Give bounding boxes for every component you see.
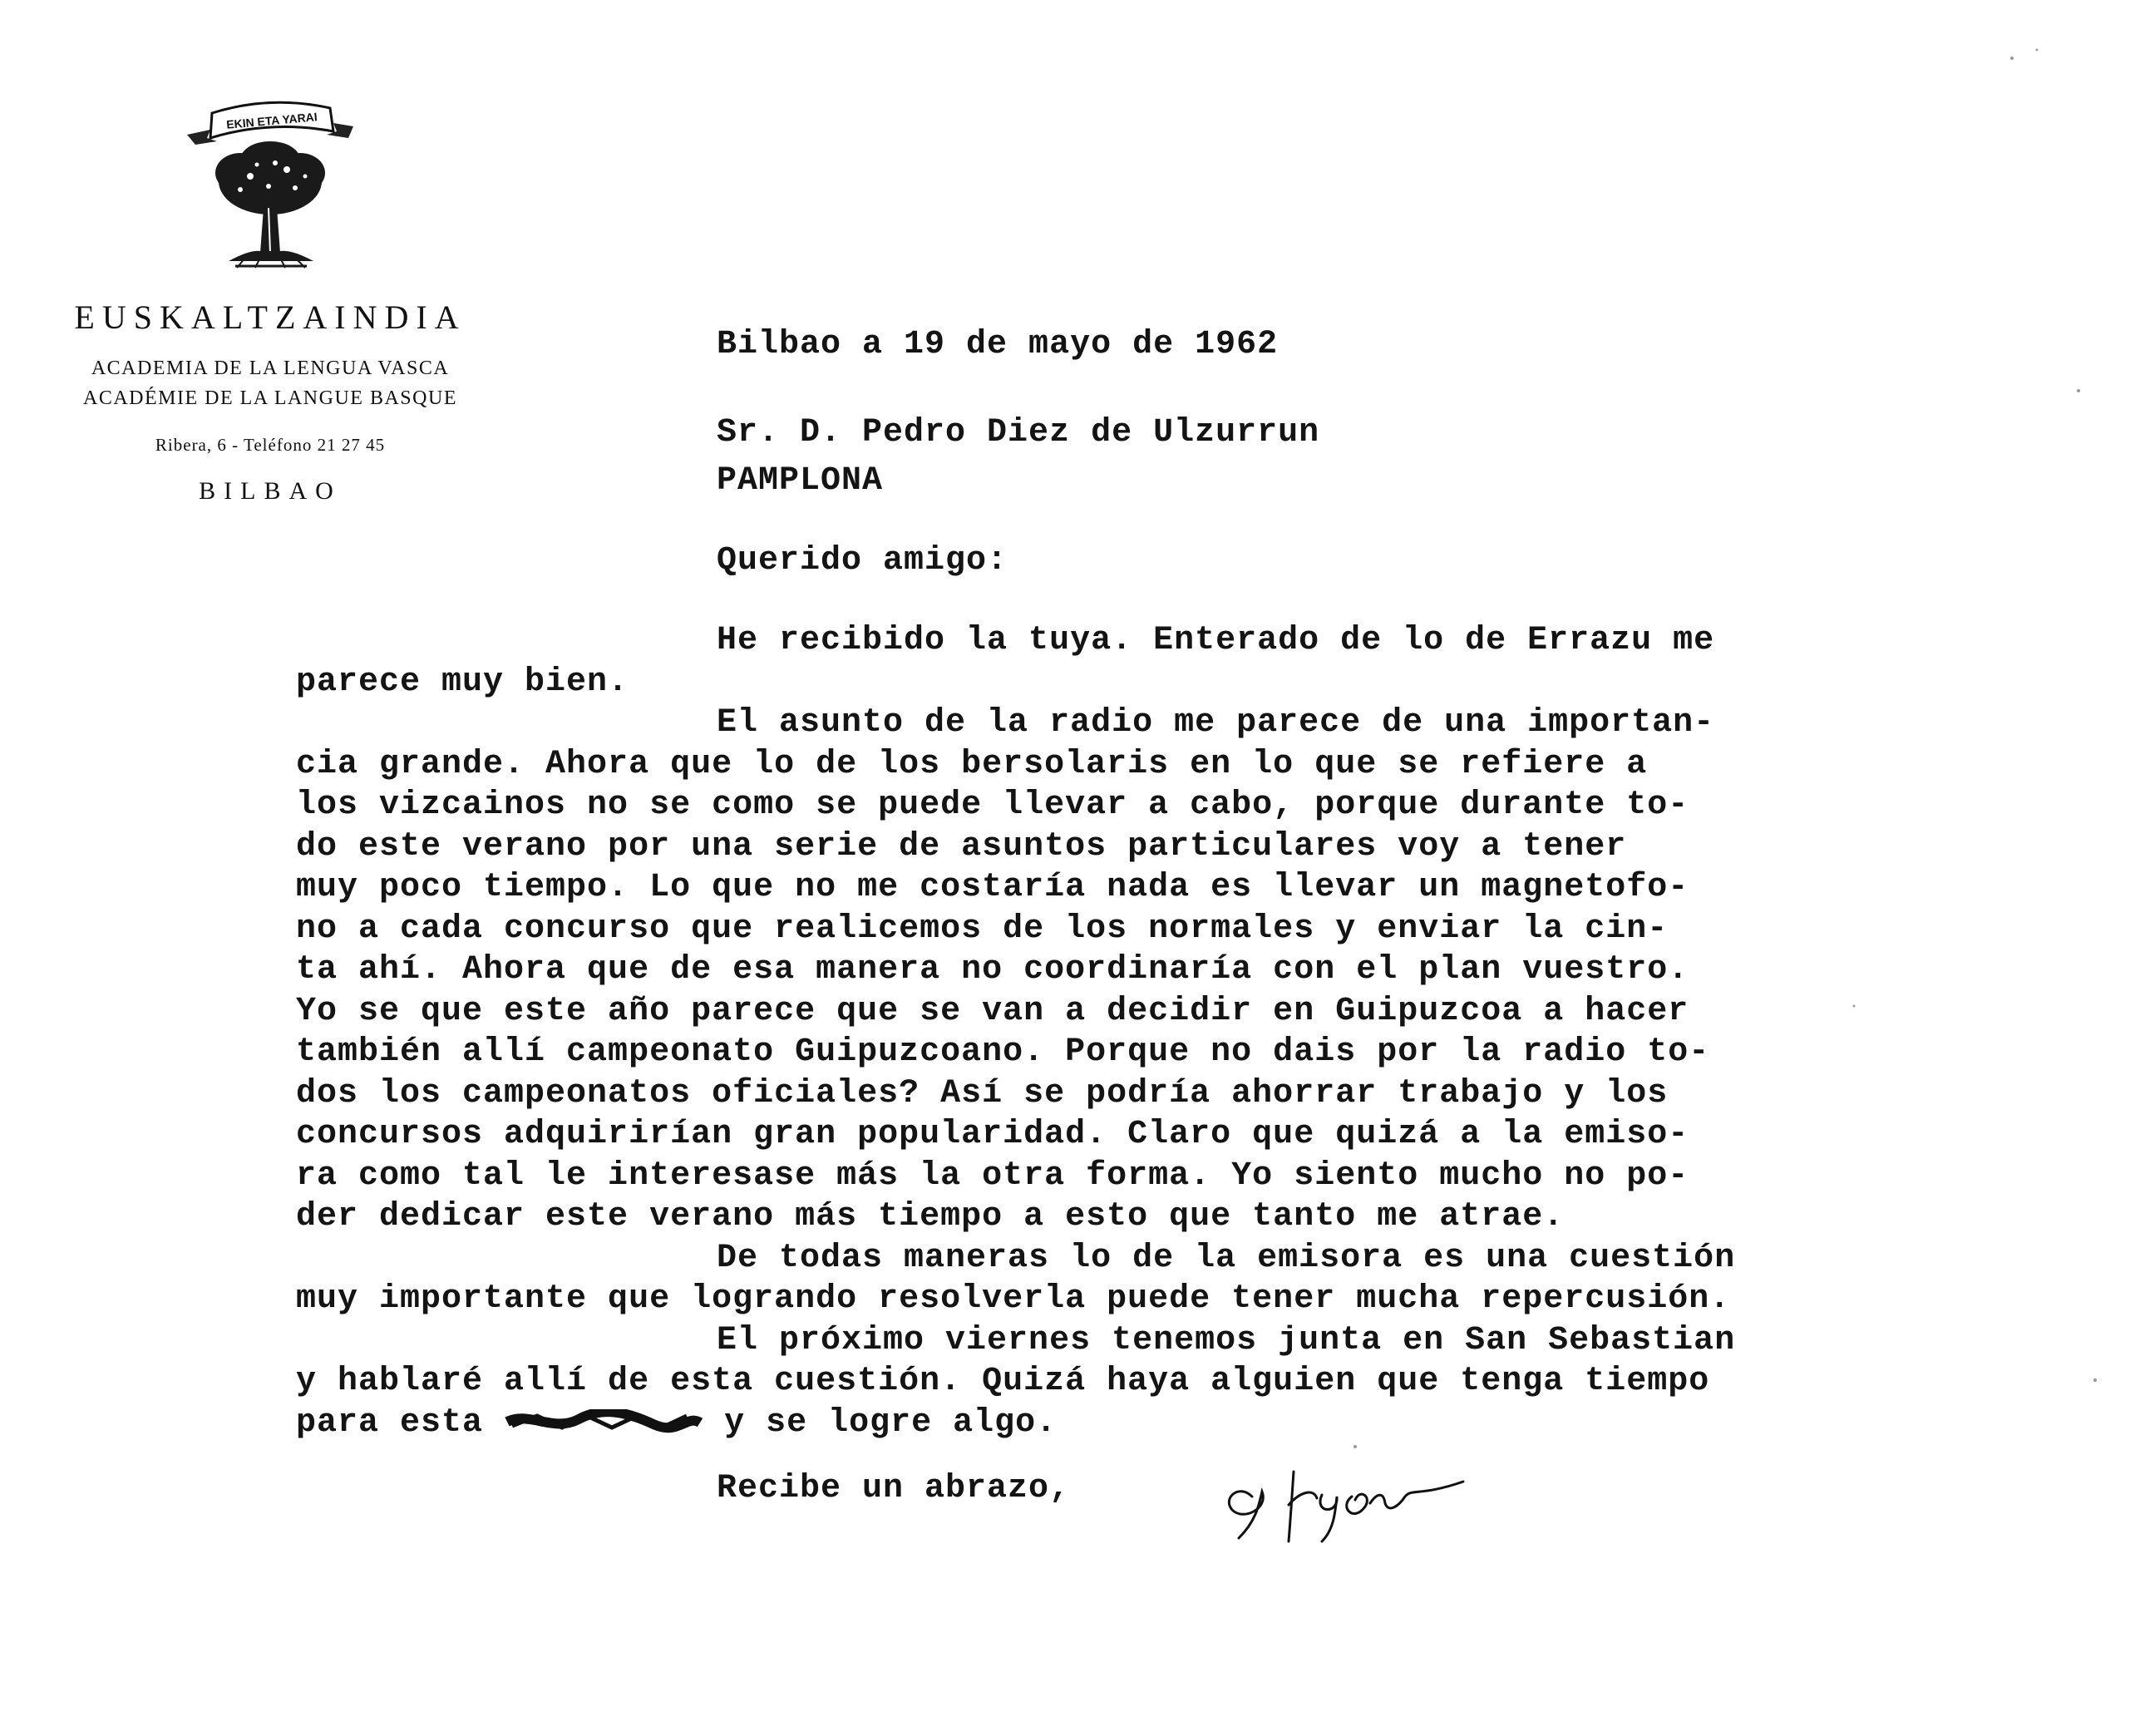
academy-tree-emblem-icon [170,83,370,283]
body-line: parece muy bien. [296,663,629,701]
org-city: BILBAO [199,477,342,505]
body-line: concursos adquirirían gran popularidad. Claro que quizá a la emiso- [296,1116,1689,1153]
org-address: Ribera, 6 - Teléfono 21 27 45 [155,435,386,455]
body-line: Yo se que este año parece que se van a decidir en Guipuzcoa a hacer [296,992,1689,1030]
body-line: también allí campeonato Guipuzcoano. Porque no dais por la radio to- [296,1033,1710,1071]
recipient-city: PAMPLONA [717,462,884,500]
org-name: EUSKALTZAINDIA [74,298,466,336]
body-line: ra como tal le interesase más la otra forma. Yo siento mucho no po- [296,1157,1689,1195]
letter-date: Bilbao a 19 de mayo de 1962 [717,326,1279,363]
body-line-last-after: y se logre algo. [724,1403,1058,1442]
handwritten-signature [1214,1455,1513,1546]
body-line: muy importante que logrando resolverla puede tener mucha repercusión. [296,1280,1731,1318]
crossed-out-word [504,1409,703,1434]
body-line-last [296,1403,2042,1444]
body-line: He recibido la tuya. Enterado de lo de Errazu me [717,622,1715,659]
recipient-name: Sr. D. Pedro Diez de Ulzurrun [717,414,1320,451]
motto-text: EKIN ETA YARAI [225,110,318,131]
body-line: De todas maneras lo de la emisora es una cuestión [717,1239,1736,1277]
letter-body [296,620,2042,1443]
body-line: cia grande. Ahora que lo de los bersolaris en lo que se refiere a [296,745,1648,783]
body-line: ta ahí. Ahora que de esa manera no coordinaría con el plan vuestro. [296,951,1689,989]
body-line: der dedicar este verano más tiempo a esto que tanto me atrae. [296,1198,1565,1235]
letterhead [25,83,515,506]
body-line: dos los campeonatos oficiales? Así se podría ahorrar trabajo y los [296,1074,1669,1112]
body-line: El asunto de la radio me parece de una importan- [717,704,1715,742]
closing-block [717,1470,1070,1507]
body-line: no a cada concurso que realicemos de los normales y enviar la cin- [296,910,1669,948]
body-lines [296,620,2042,1403]
body-line: y hablaré allí de esta cuestión. Quizá haya alguien que tenga tiempo [296,1363,1710,1400]
body-line: muy poco tiempo. Lo que no me costaría nada es llevar un magnetofo- [296,869,1689,906]
body-line: El próximo viernes tenemos junta en San Sebastian [717,1321,1736,1359]
org-subtitle-spanish: ACADEMIA DE LA LENGUA VASCA [91,358,450,379]
body-line: do este verano por una serie de asuntos particulares voy a tener [296,827,1627,866]
greeting: Querido amigo: [717,542,1008,579]
body-line: los vizcainos no se como se puede llevar a cabo, porque durante to- [296,787,1689,824]
org-subtitle-french: ACADÉMIE DE LA LANGUE BASQUE [83,387,457,409]
closing-text: Recibe un abrazo, [717,1470,1071,1507]
body-line-last-before: para esta [296,1403,484,1442]
